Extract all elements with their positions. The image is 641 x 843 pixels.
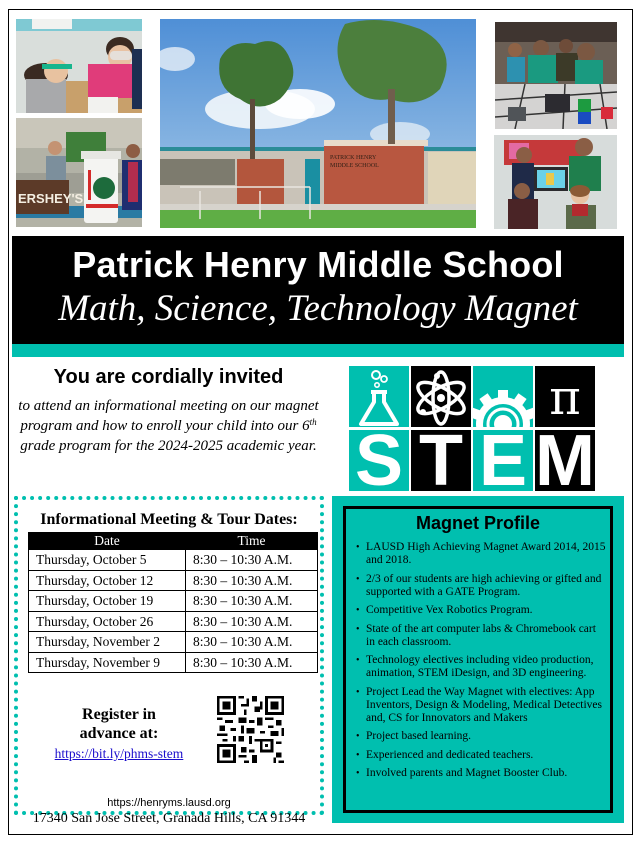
flask-icon bbox=[349, 366, 409, 427]
time-cell: 8:30 – 10:30 A.M. bbox=[186, 632, 318, 653]
time-cell: 8:30 – 10:30 A.M. bbox=[186, 591, 318, 612]
date-cell: Thursday, October 19 bbox=[29, 591, 186, 612]
title-banner bbox=[12, 236, 624, 344]
time-cell: 8:30 – 10:30 A.M. bbox=[186, 550, 318, 571]
profile-heading: Magnet Profile bbox=[415, 513, 540, 533]
date-cell: Thursday, October 12 bbox=[29, 570, 186, 591]
date-cell: Thursday, October 5 bbox=[29, 550, 186, 571]
list-item: • Project Lead the Way Magnet with electives: App Inventors, Design & Modeling, Medical Detectives and, CS for Innovators and Makers bbox=[356, 686, 606, 725]
robotics-photo bbox=[495, 22, 617, 129]
register-label-line1: Register in bbox=[82, 706, 156, 723]
magnet-profile-box bbox=[343, 506, 613, 813]
svg-text:ERSHEY'S: ERSHEY'S bbox=[18, 191, 84, 206]
list-item: • Technology electives including video production, animation, STEM iDesign, and 3D engineering. bbox=[356, 654, 606, 680]
date-cell: Thursday, November 9 bbox=[29, 652, 186, 673]
time-cell: 8:30 – 10:30 A.M. bbox=[186, 611, 318, 632]
invite-heading: You are cordially invited bbox=[53, 366, 284, 388]
stem-letter-e: E bbox=[473, 430, 533, 491]
time-cell: 8:30 – 10:30 A.M. bbox=[186, 652, 318, 673]
list-item: • 2/3 of our students are high achieving or gifted and supported with a GATE Program. bbox=[356, 573, 606, 599]
program-subtitle: Math, Science, Technology Magnet bbox=[58, 288, 578, 329]
column-header-date: Date bbox=[29, 533, 186, 550]
list-item: • Project based learning. bbox=[356, 730, 606, 743]
list-item: • Competitive Vex Robotics Program. bbox=[356, 604, 606, 617]
stem-letter-m: M bbox=[535, 430, 595, 491]
invite-body bbox=[16, 396, 321, 456]
school-name: Patrick Henry Middle School bbox=[72, 244, 564, 285]
atom-icon bbox=[411, 366, 471, 427]
list-item: • LAUSD High Achieving Magnet Award 2014, 2015 and 2018. bbox=[356, 541, 606, 567]
school-address: 17340 San Jose Street, Granada Hills, CA 91344 bbox=[32, 811, 306, 826]
pi-icon bbox=[535, 366, 595, 427]
column-header-time: Time bbox=[186, 533, 318, 550]
computer-lab-photo bbox=[494, 135, 617, 229]
dates-heading: Informational Meeting & Tour Dates: bbox=[40, 511, 298, 528]
meeting-dates-box bbox=[14, 496, 324, 815]
list-item: • State of the art computer labs & Chromebook cart in each classroom. bbox=[356, 623, 606, 649]
table-row bbox=[29, 652, 318, 673]
invite-body-text-1: to attend an informational meeting on our magnet program and how to enroll your child into our 6 bbox=[18, 398, 319, 434]
school-building-photo bbox=[160, 19, 476, 228]
students-hersheys-photo bbox=[16, 118, 142, 227]
invite-body-text-2: grade program for the 2024-2025 academic year. bbox=[20, 438, 317, 454]
date-cell: Thursday, October 26 bbox=[29, 611, 186, 632]
qr-code-icon[interactable] bbox=[217, 696, 284, 763]
school-website: https://henryms.lausd.org bbox=[107, 797, 231, 809]
table-row bbox=[29, 632, 318, 653]
table-row bbox=[29, 611, 318, 632]
invite-body-superscript: th bbox=[309, 417, 317, 427]
date-cell: Thursday, November 2 bbox=[29, 632, 186, 653]
svg-text:MIDDLE SCHOOL: MIDDLE SCHOOL bbox=[330, 163, 379, 169]
gear-icon bbox=[473, 366, 533, 427]
list-item: • Involved parents and Magnet Booster Club. bbox=[356, 767, 606, 780]
stem-letter-s: S bbox=[349, 430, 409, 491]
register-link[interactable]: https://bit.ly/phms-stem bbox=[54, 746, 184, 761]
table-row bbox=[29, 591, 318, 612]
register-label-line2: advance at: bbox=[79, 725, 159, 742]
profile-list bbox=[346, 534, 610, 780]
accent-strip bbox=[12, 344, 624, 357]
table-row bbox=[29, 550, 318, 571]
stem-letter-t: T bbox=[411, 430, 471, 491]
list-item: • Experienced and dedicated teachers. bbox=[356, 749, 606, 762]
register-section bbox=[18, 705, 220, 763]
dates-table bbox=[28, 532, 318, 673]
stem-logo bbox=[349, 366, 599, 492]
table-row bbox=[29, 570, 318, 591]
magnet-profile-panel bbox=[332, 496, 624, 823]
svg-text:π: π bbox=[549, 370, 581, 426]
students-goggles-photo bbox=[16, 19, 142, 113]
svg-text:PATRICK HENRY: PATRICK HENRY bbox=[330, 155, 377, 161]
time-cell: 8:30 – 10:30 A.M. bbox=[186, 570, 318, 591]
